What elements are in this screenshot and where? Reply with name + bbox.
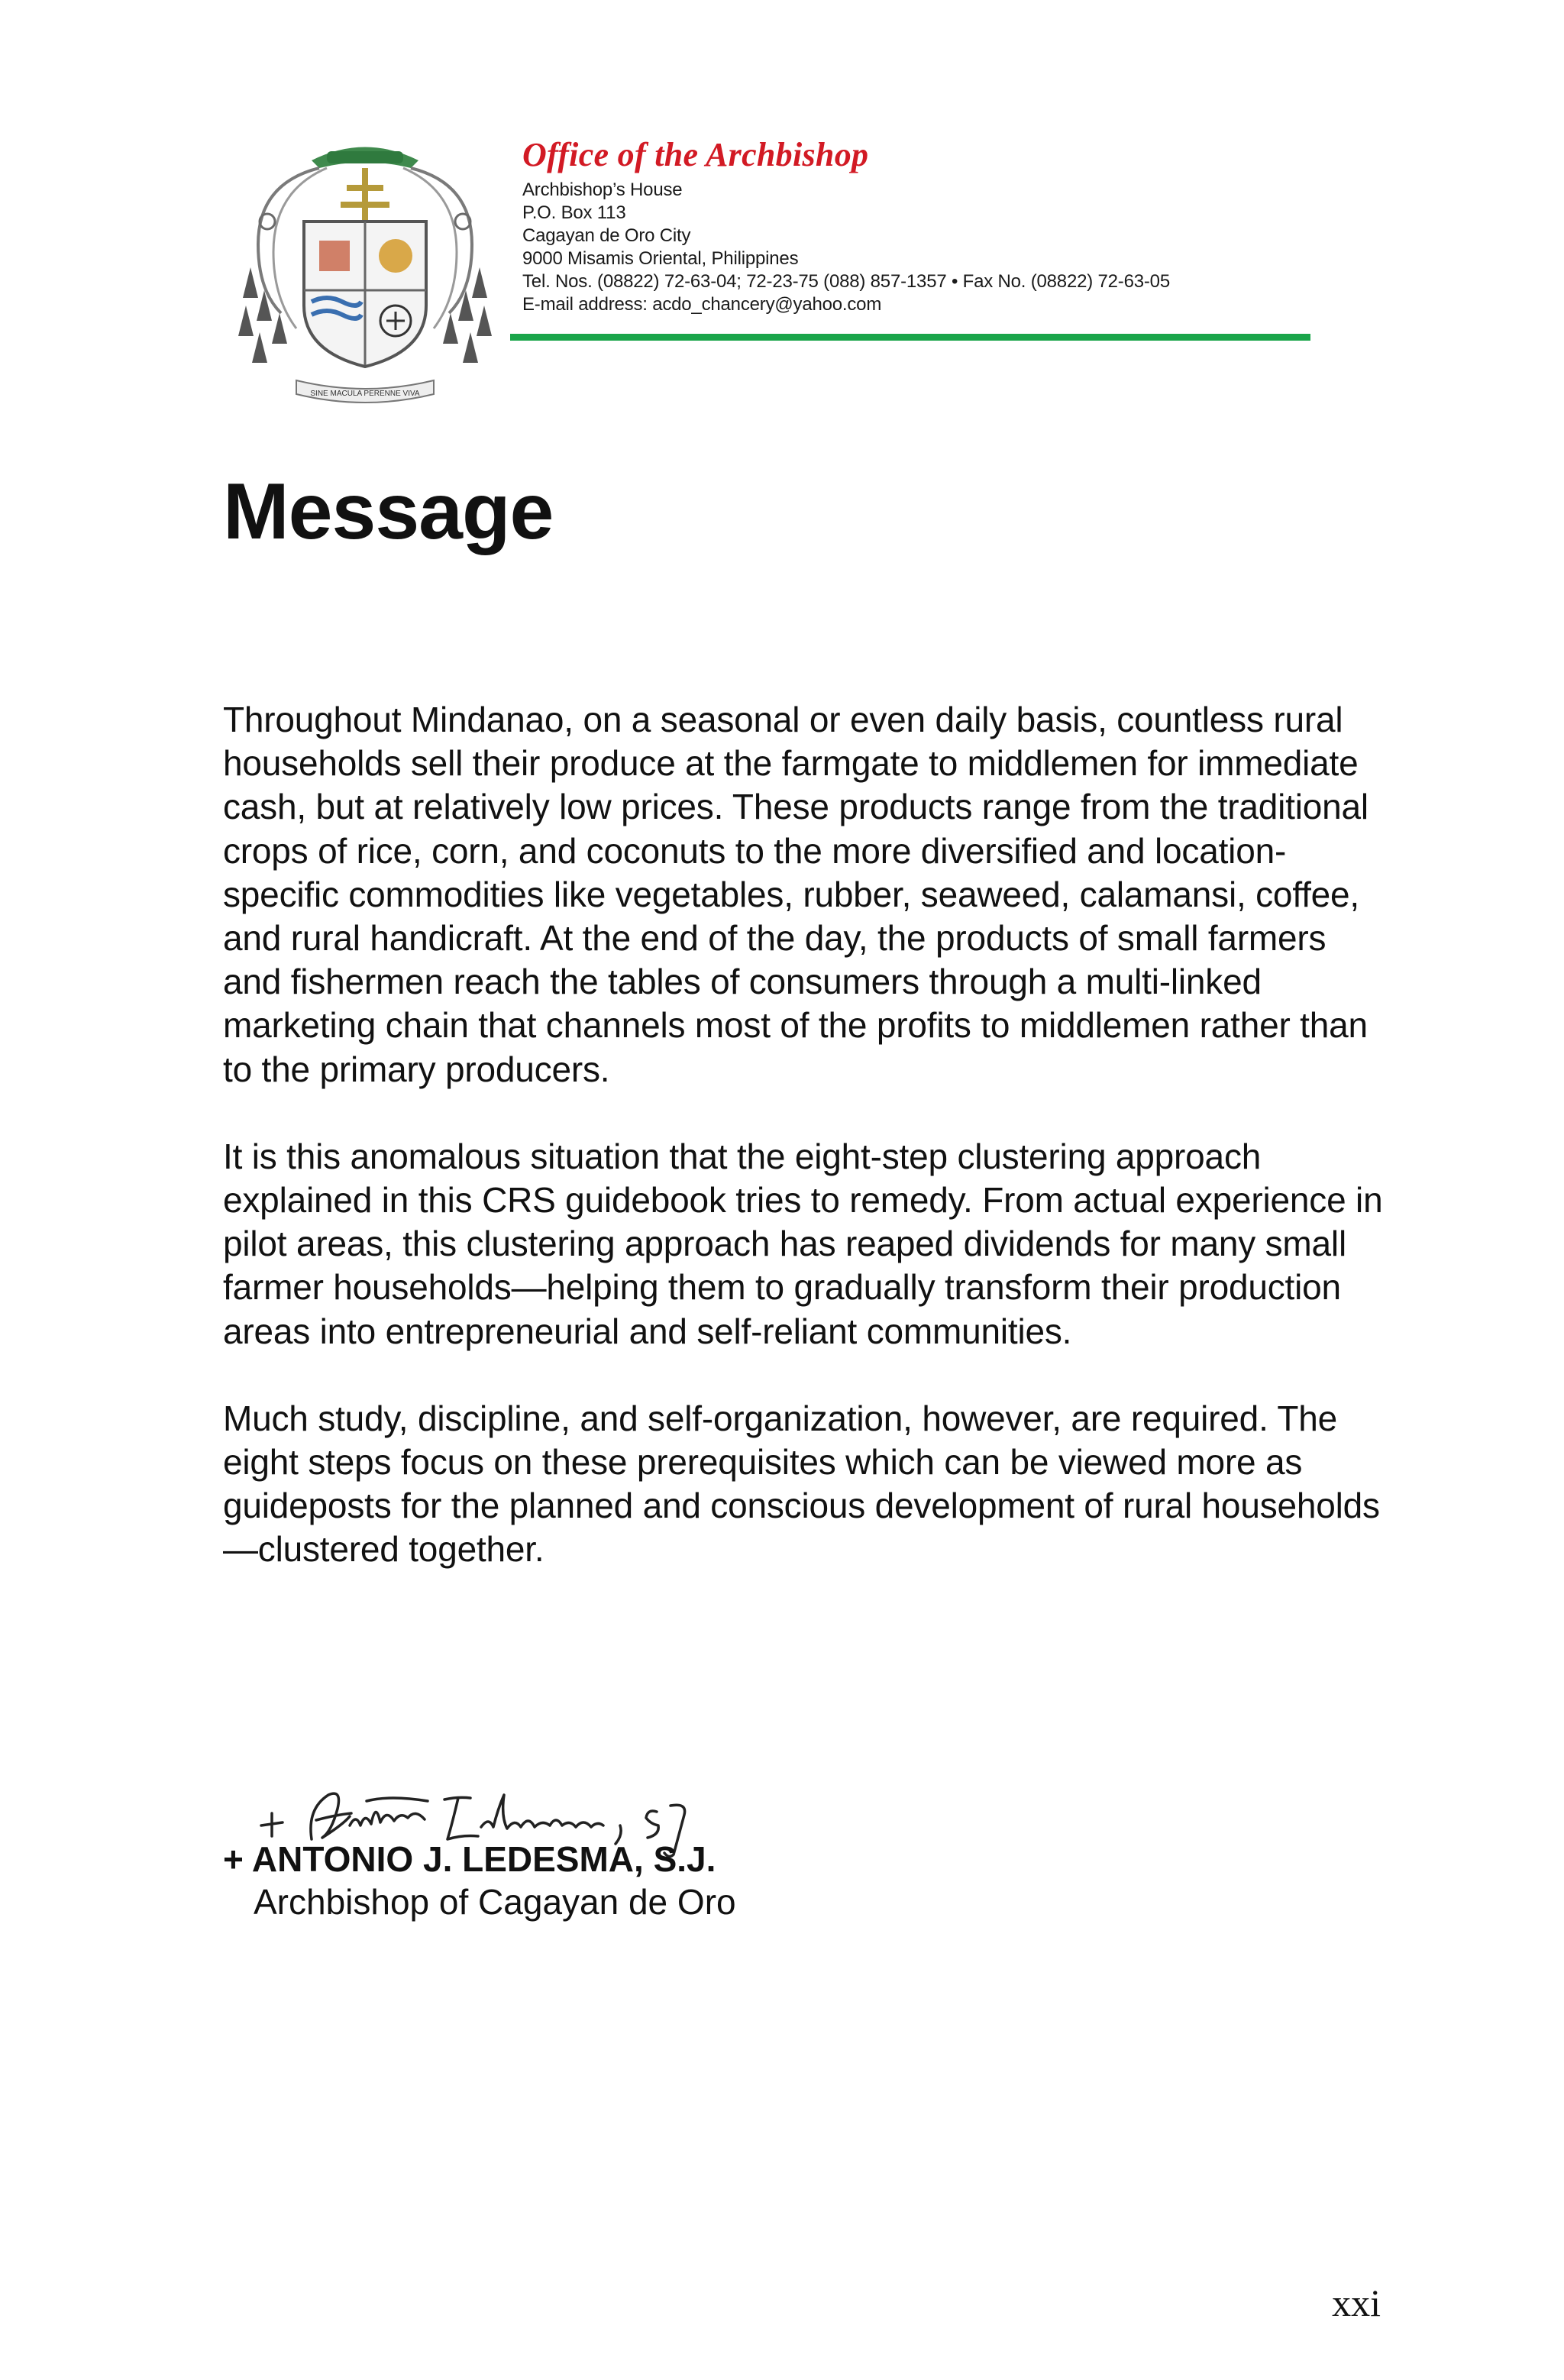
signer-title: Archbishop of Cagayan de Oro	[254, 1882, 736, 1922]
address-line-city: Cagayan de Oro City	[522, 225, 691, 246]
address-line-province: 9000 Misamis Oriental, Philippines	[522, 248, 799, 269]
page-title: Message	[223, 467, 554, 556]
address-line-email: E-mail address: acdo_chancery@yahoo.com	[522, 294, 882, 315]
office-title: Office of the Archbishop	[522, 136, 869, 173]
signer-block	[223, 1838, 736, 1923]
paragraph-3: Much study, discipline, and self-organization, however, are required. The eight steps focus on these prerequisites which can be viewed more as guideposts for the planned and conscious development of rural households—clustered together.	[223, 1398, 1380, 1570]
address-line-house: Archbishop’s House	[522, 179, 683, 200]
address-line-po-box: P.O. Box 113	[522, 202, 626, 223]
paragraph-2: It is this anomalous situation that the eight-step clustering approach explained in this CRS guidebook tries to remedy. From actual experience in pilot areas, this clustering approach has reaped dividends for many small farmer households—helping them to gradually transform their production areas into entrepreneurial and self-reliant communities.	[223, 1136, 1383, 1351]
paragraph-1: Throughout Mindanao, on a seasonal or even daily basis, countless rural households sell their produce at the farmgate to middlemen for immediate cash, but at relatively low prices. These products range from the traditional crops of rice, corn, and coconuts to the more diversified and location-specific commodities like vegetables, rubber, seaweed, calamansi, coffee, and rural handicraft. At the end of the day, the products of small farmers and fishermen reach the tables of consumers through a multi-linked marketing chain that channels most of the profits to middlemen rather than to the primary producers.	[223, 700, 1368, 1089]
signer-name: + ANTONIO J. LEDESMA, S.J.	[223, 1839, 716, 1879]
archdiocese-coat-of-arms-icon	[212, 137, 518, 412]
letterhead	[522, 136, 1317, 316]
coat-of-arms-motto: SINE MACULA PERENNE VIVA	[310, 390, 420, 398]
page-number: xxi	[1332, 2281, 1381, 2324]
address-line-phone-fax: Tel. Nos. (08822) 72-63-04; 72-23-75 (088) 857-1357 • Fax No. (08822) 72-63-05	[522, 271, 1170, 292]
message-body	[223, 698, 1384, 1615]
letterhead-divider	[510, 334, 1310, 341]
